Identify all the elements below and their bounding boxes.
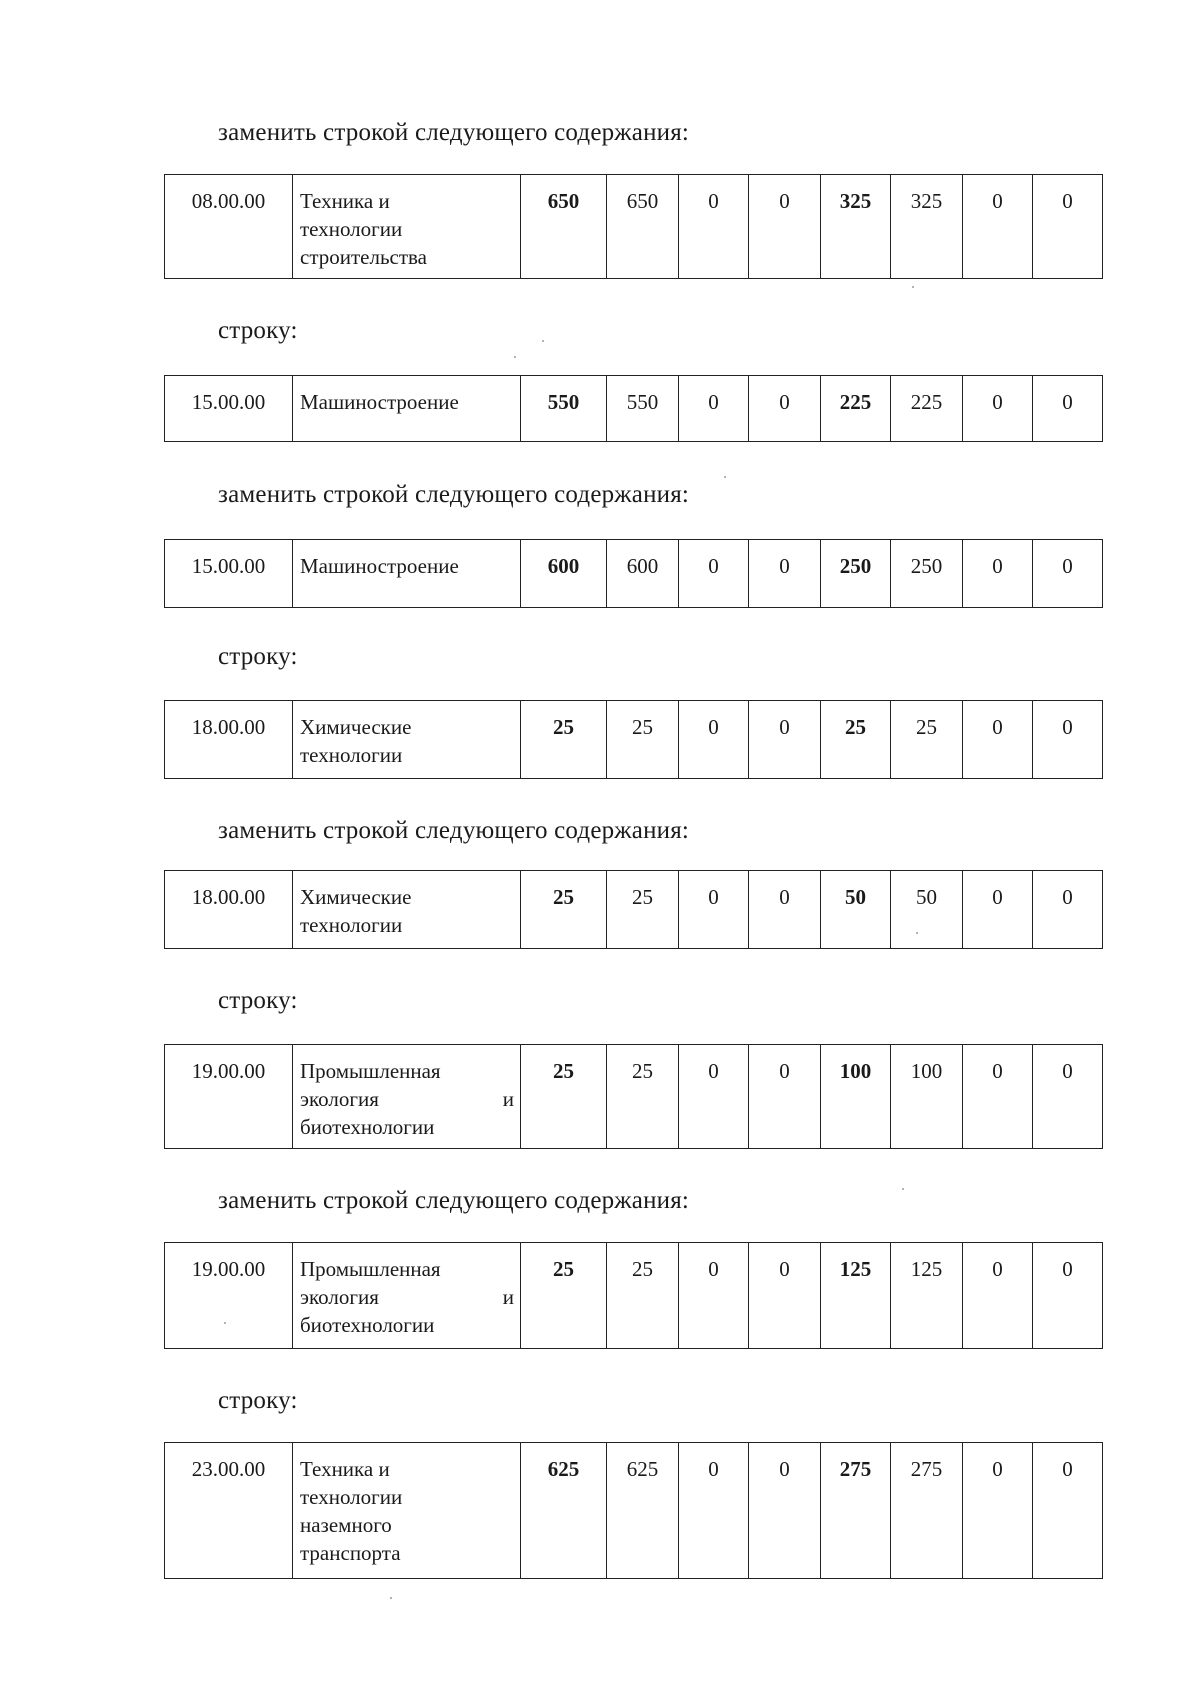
name-line: Химические [300,715,412,739]
scan-speck [916,932,918,934]
data-row-table [164,1242,1103,1349]
data-row-table [164,1044,1103,1149]
value-cell: 25 [607,871,679,949]
scan-speck [542,340,544,342]
name-line-tail: и [502,1285,514,1309]
value-cell: 0 [963,1243,1033,1349]
name-line: Промышленная [300,1257,441,1281]
value-cell: 0 [749,540,821,608]
name-line: биотехнологии [300,1313,435,1337]
value-cell: 50 [891,871,963,949]
value-cell: 0 [1033,540,1103,608]
value-cell: 125 [891,1243,963,1349]
value-cell: 625 [521,1443,607,1579]
value-cell: 0 [1033,1243,1103,1349]
name-line: Техника и [300,189,390,213]
data-row-table [164,174,1103,279]
table-row [165,376,1103,442]
value-cell: 225 [821,376,891,442]
value-cell: 0 [963,701,1033,779]
code-cell: 19.00.00 [165,1045,293,1149]
value-cell: 25 [821,701,891,779]
value-cell: 625 [607,1443,679,1579]
value-cell: 0 [679,1443,749,1579]
value-cell: 550 [521,376,607,442]
value-cell: 0 [749,871,821,949]
value-cell: 0 [963,1045,1033,1149]
value-cell: 550 [607,376,679,442]
value-cell: 0 [1033,871,1103,949]
value-cell: 275 [821,1443,891,1579]
value-cell: 0 [679,1243,749,1349]
name-cell [293,175,521,279]
block-caption: строку: [218,317,298,344]
value-cell: 25 [521,1045,607,1149]
value-cell: 0 [679,175,749,279]
table-row [165,1243,1103,1349]
value-cell: 0 [1033,701,1103,779]
name-line: строительства [300,245,428,269]
name-line: транспорта [300,1541,401,1565]
value-cell: 0 [749,175,821,279]
value-cell: 25 [521,1243,607,1349]
name-line: Промышленная [300,1059,441,1083]
data-row-table [164,700,1103,779]
value-cell: 600 [521,540,607,608]
value-cell: 0 [1033,376,1103,442]
block-caption: заменить строкой следующего содержания: [218,1187,690,1214]
code-cell: 18.00.00 [165,871,293,949]
data-row-table [164,1442,1103,1579]
name-cell [293,1243,521,1349]
table-row [165,871,1103,949]
value-cell: 325 [821,175,891,279]
value-cell: 25 [891,701,963,779]
value-cell: 25 [607,1045,679,1149]
value-cell: 0 [679,1045,749,1149]
value-cell: 25 [607,1243,679,1349]
table-row [165,1045,1103,1149]
data-row-table [164,375,1103,442]
name-cell [293,1443,521,1579]
value-cell: 0 [963,1443,1033,1579]
value-cell: 0 [749,1443,821,1579]
name-line: технологии [300,1485,403,1509]
value-cell: 0 [963,376,1033,442]
name-line [300,1085,514,1113]
table-row [165,701,1103,779]
block-caption: строку: [218,643,298,670]
value-cell: 0 [1033,1045,1103,1149]
code-cell: 23.00.00 [165,1443,293,1579]
block-caption: заменить строкой следующего содержания: [218,481,690,508]
value-cell: 250 [821,540,891,608]
value-cell: 325 [891,175,963,279]
value-cell: 0 [749,1243,821,1349]
block-caption: заменить строкой следующего содержания: [218,119,690,146]
name-line: технологии [300,743,403,767]
value-cell: 0 [1033,1443,1103,1579]
code-cell: 15.00.00 [165,540,293,608]
block-caption: строку: [218,1387,298,1414]
name-cell [293,1045,521,1149]
value-cell: 100 [891,1045,963,1149]
scan-speck [390,1597,392,1599]
scan-speck [224,1322,226,1324]
value-cell: 0 [679,701,749,779]
code-cell: 19.00.00 [165,1243,293,1349]
value-cell: 100 [821,1045,891,1149]
code-cell: 18.00.00 [165,701,293,779]
name-line: Химические [300,885,412,909]
value-cell: 275 [891,1443,963,1579]
block-caption: строку: [218,987,298,1014]
name-line [300,1283,514,1311]
table-row [165,540,1103,608]
value-cell: 650 [521,175,607,279]
table-row [165,1443,1103,1579]
name-line: биотехнологии [300,1115,435,1139]
data-row-table [164,870,1103,949]
value-cell: 0 [963,871,1033,949]
name-line: технологии [300,217,403,241]
value-cell: 25 [521,871,607,949]
table-row [165,175,1103,279]
code-cell: 15.00.00 [165,376,293,442]
value-cell: 225 [891,376,963,442]
name-line: Машиностроение [300,390,459,414]
scan-speck [514,356,516,358]
name-line: наземного [300,1513,392,1537]
name-cell [293,540,521,608]
value-cell: 600 [607,540,679,608]
name-cell [293,376,521,442]
value-cell: 650 [607,175,679,279]
name-line-text: экология [300,1087,379,1111]
value-cell: 0 [749,701,821,779]
value-cell: 0 [679,871,749,949]
value-cell: 0 [749,1045,821,1149]
data-row-table [164,539,1103,608]
scan-speck [912,286,914,288]
value-cell: 0 [963,540,1033,608]
value-cell: 0 [679,376,749,442]
value-cell: 0 [1033,175,1103,279]
name-line-text: экология [300,1285,379,1309]
code-cell: 08.00.00 [165,175,293,279]
value-cell: 25 [521,701,607,779]
name-line: технологии [300,913,403,937]
name-line-tail: и [502,1087,514,1111]
scan-speck [902,1188,904,1190]
value-cell: 50 [821,871,891,949]
name-line: Техника и [300,1457,390,1481]
scan-speck [724,476,726,478]
name-cell [293,871,521,949]
value-cell: 0 [963,175,1033,279]
value-cell: 0 [749,376,821,442]
value-cell: 0 [679,540,749,608]
name-cell [293,701,521,779]
value-cell: 25 [607,701,679,779]
block-caption: заменить строкой следующего содержания: [218,817,690,844]
value-cell: 125 [821,1243,891,1349]
name-line: Машиностроение [300,554,459,578]
value-cell: 250 [891,540,963,608]
